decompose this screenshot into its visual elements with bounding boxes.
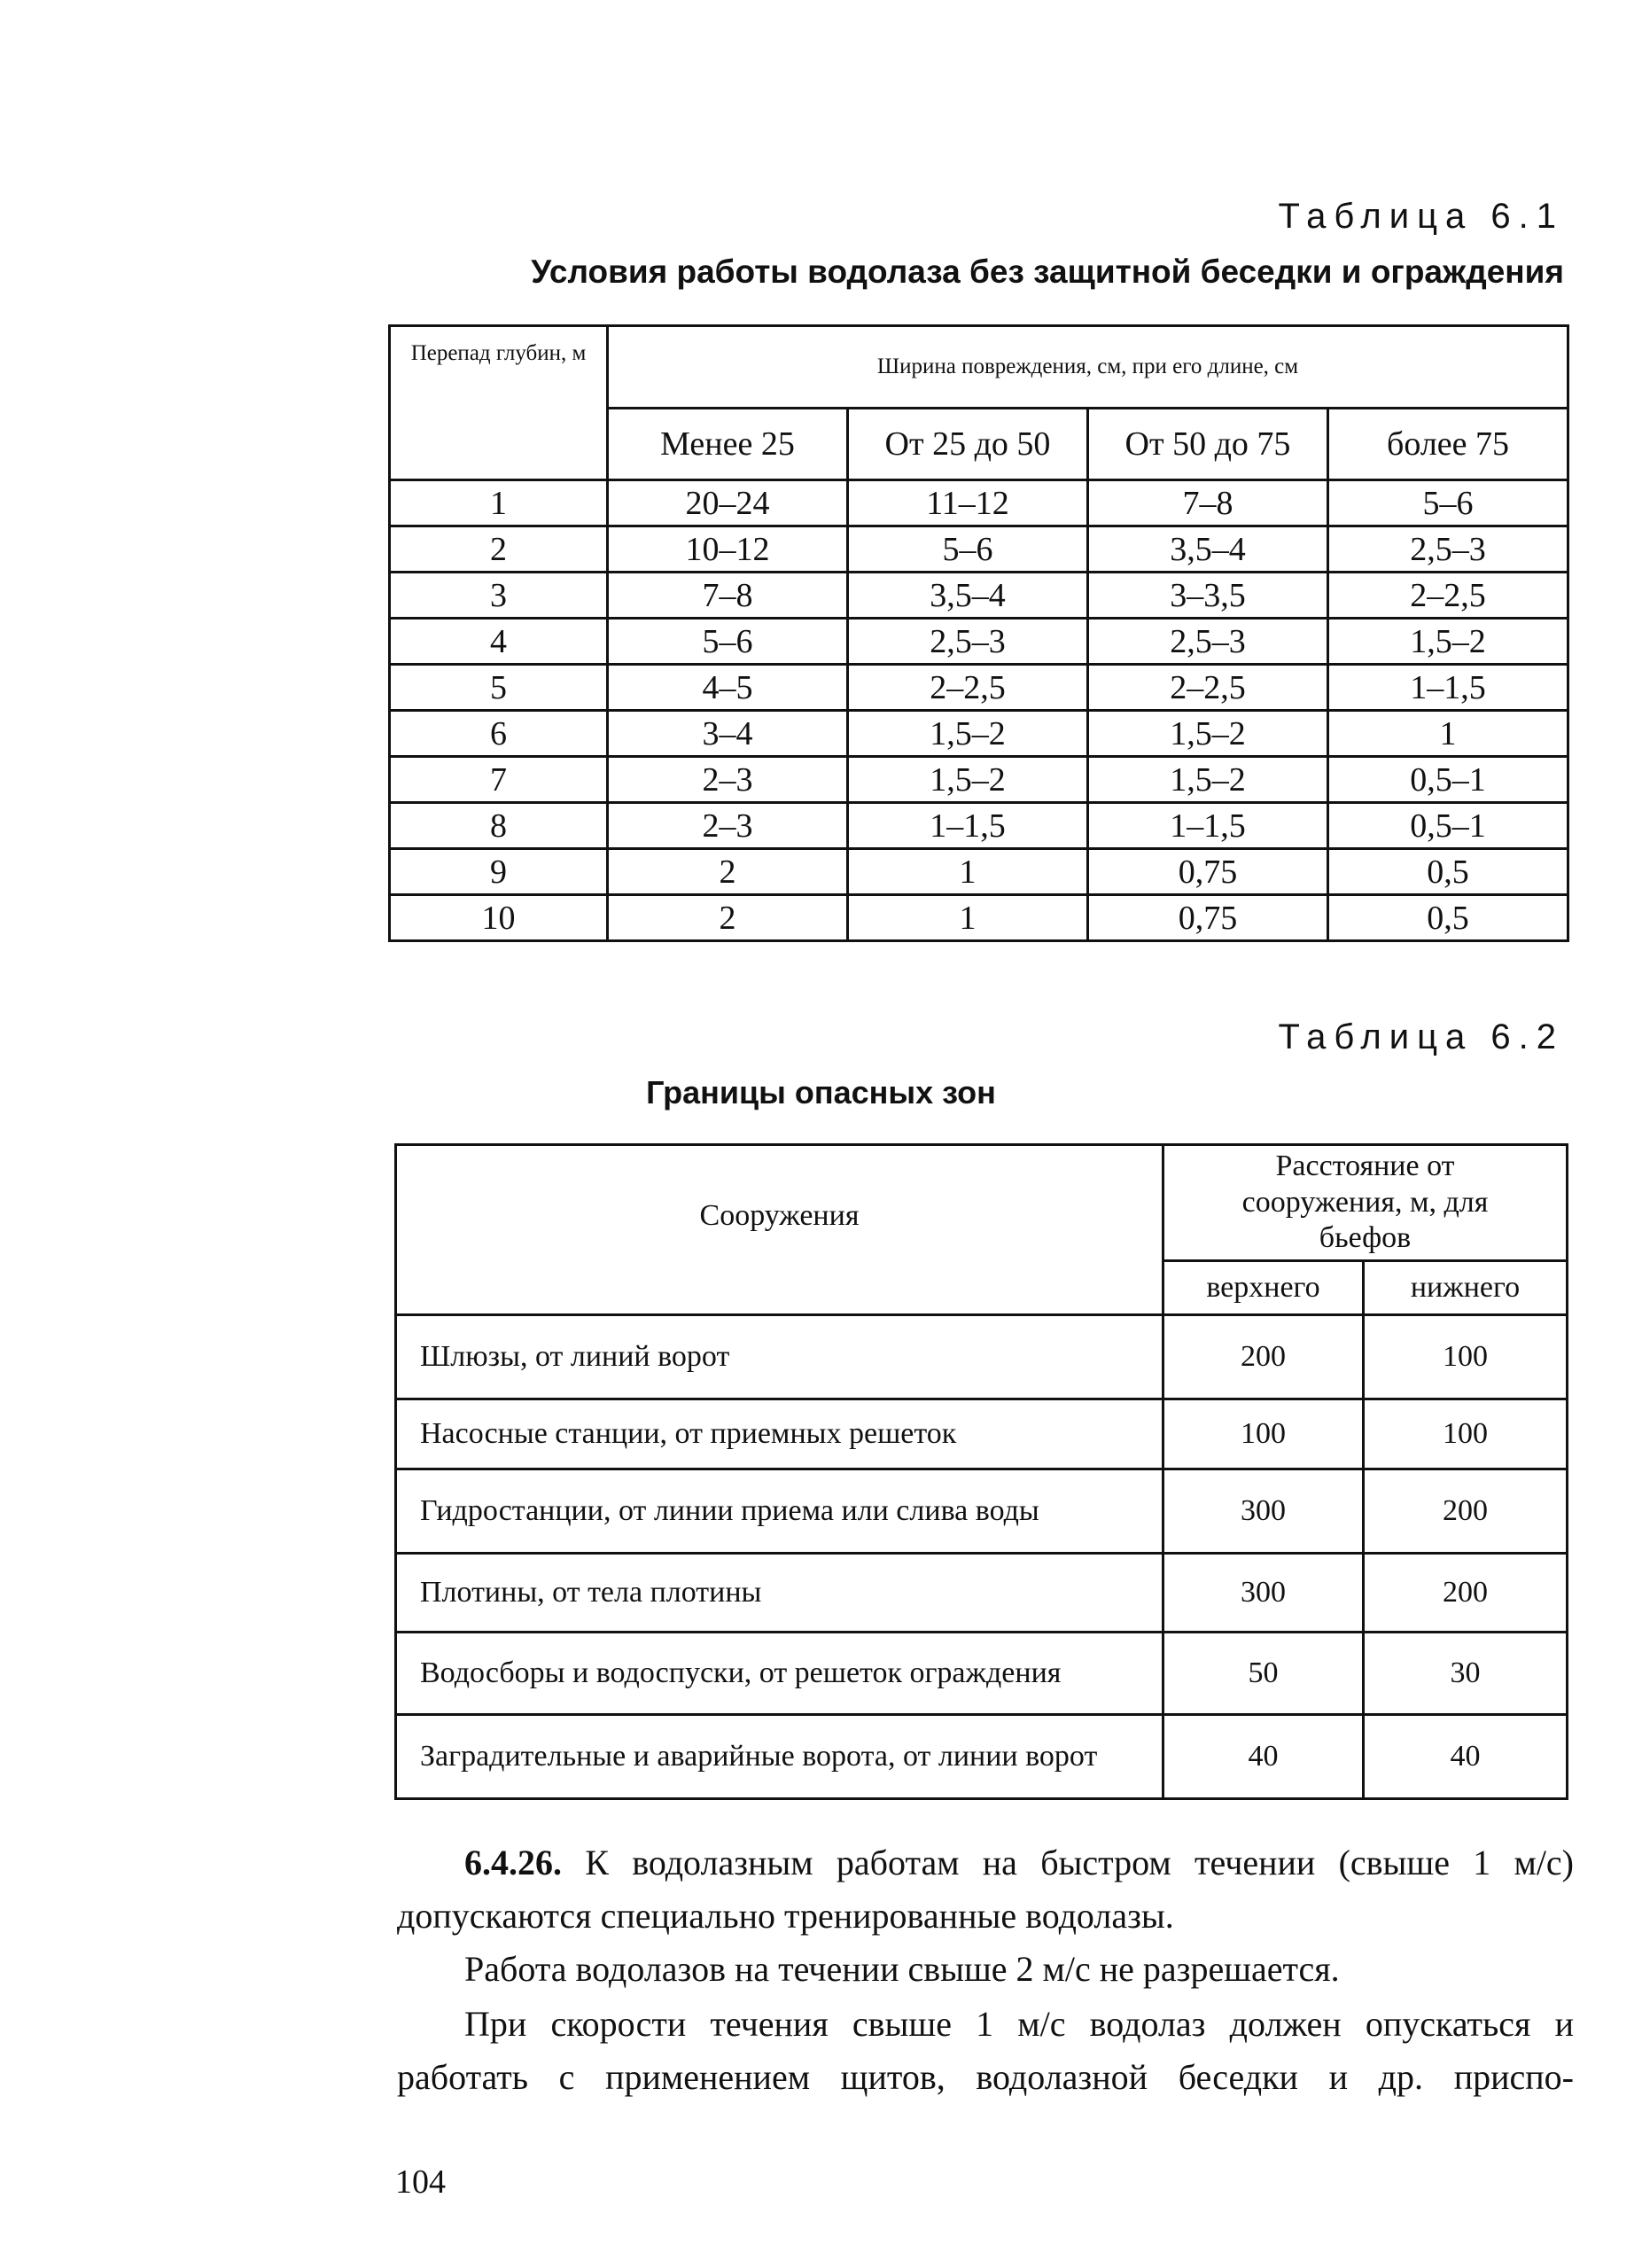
lower-distance: 40 (1364, 1715, 1568, 1799)
table-row (396, 1715, 1568, 1799)
table-row (390, 480, 1568, 526)
header-lower-pool: нижнего (1364, 1261, 1568, 1315)
header-length-col: Менее 25 (608, 409, 848, 480)
table-cell: 20–24 (608, 480, 848, 526)
table-cell: 4–5 (608, 665, 848, 711)
table-cell: 7–8 (608, 573, 848, 619)
table-row (390, 895, 1568, 941)
header-distance: Расстояние от сооружения, м, для бьефов (1163, 1145, 1568, 1261)
table-cell: 0,75 (1088, 895, 1328, 941)
table-6-2 (394, 1143, 1568, 1800)
table-cell: 5–6 (848, 526, 1088, 573)
upper-distance: 300 (1163, 1554, 1364, 1633)
clause-number: 6.4.26. (464, 1843, 562, 1882)
lower-distance: 100 (1364, 1315, 1568, 1399)
table-cell: 10–12 (608, 526, 848, 573)
structure-name: Насосные станции, от приемных решеток (396, 1399, 1163, 1469)
table-cell: 2,5–3 (1088, 619, 1328, 665)
table-cell: 3,5–4 (848, 573, 1088, 619)
table-row (390, 803, 1568, 849)
paragraph-6-4-26-line-2: допускаются специально тренированные водолазы. (397, 1896, 1174, 1936)
header-length-col: От 50 до 75 (1088, 409, 1328, 480)
header-length-col: От 25 до 50 (848, 409, 1088, 480)
table-row (390, 526, 1568, 573)
table-row (396, 1633, 1568, 1715)
table-cell: 2 (390, 526, 608, 573)
upper-distance: 200 (1163, 1315, 1364, 1399)
table-cell: 2,5–3 (1328, 526, 1568, 573)
table-cell: 11–12 (848, 480, 1088, 526)
table-cell: 0,5–1 (1328, 757, 1568, 803)
table-cell: 3 (390, 573, 608, 619)
table-6-1-number: Таблица 6.1 (1278, 197, 1564, 236)
header-upper-pool: верхнего (1163, 1261, 1364, 1315)
lower-distance: 200 (1364, 1469, 1568, 1554)
table-6-2-title: Границы опасных зон (646, 1074, 996, 1111)
table-cell: 1,5–2 (1088, 711, 1328, 757)
table-cell: 2 (608, 895, 848, 941)
structure-name: Водосборы и водоспуски, от решеток ограждения (396, 1633, 1163, 1715)
table-cell: 7 (390, 757, 608, 803)
lower-distance: 200 (1364, 1554, 1568, 1633)
table-cell: 5 (390, 665, 608, 711)
table-cell: 4 (390, 619, 608, 665)
table-cell: 2–3 (608, 757, 848, 803)
paragraph-equipment-line-1: При скорости течения свыше 1 м/с водолаз должен опускаться и (464, 2004, 1574, 2044)
table-cell: 1,5–2 (1088, 757, 1328, 803)
table-cell: 2,5–3 (848, 619, 1088, 665)
table-row (390, 619, 1568, 665)
table-cell: 8 (390, 803, 608, 849)
paragraph-speed-limit: Работа водолазов на течении свыше 2 м/с не разрешается. (464, 1949, 1340, 1989)
table-cell: 2–2,5 (1088, 665, 1328, 711)
table-cell: 2 (608, 849, 848, 895)
table-cell: 1–1,5 (848, 803, 1088, 849)
table-row (390, 573, 1568, 619)
table-cell: 10 (390, 895, 608, 941)
table-cell: 2–2,5 (848, 665, 1088, 711)
table-cell: 1–1,5 (1088, 803, 1328, 849)
table-row (390, 665, 1568, 711)
table-6-1-title: Условия работы водолаза без защитной беседки и ограждения (531, 253, 1564, 290)
header-structures: Сооружения (396, 1145, 1163, 1315)
structure-name: Шлюзы, от линий ворот (396, 1315, 1163, 1399)
paragraph-equipment-line-2: работать с применением щитов, водолазной беседки и др. приспо- (397, 2057, 1574, 2097)
table-cell: 0,5 (1328, 849, 1568, 895)
upper-distance: 300 (1163, 1469, 1364, 1554)
table-header-row (390, 326, 1568, 409)
lower-distance: 30 (1364, 1633, 1568, 1715)
table-cell: 2–3 (608, 803, 848, 849)
table-cell: 6 (390, 711, 608, 757)
table-cell: 3,5–4 (1088, 526, 1328, 573)
table-row (390, 757, 1568, 803)
upper-distance: 50 (1163, 1633, 1364, 1715)
table-6-2-number: Таблица 6.2 (1278, 1017, 1564, 1056)
table-cell: 1,5–2 (848, 711, 1088, 757)
structure-name: Гидростанции, от линии приема или слива воды (396, 1469, 1163, 1554)
upper-distance: 100 (1163, 1399, 1364, 1469)
table-cell: 0,75 (1088, 849, 1328, 895)
structure-name: Плотины, от тела плотины (396, 1554, 1163, 1633)
paragraph-text: К водолазным работам на быстром течении (свыше 1 м/с) (585, 1843, 1575, 1882)
table-cell: 1 (848, 895, 1088, 941)
table-cell: 1 (1328, 711, 1568, 757)
table-cell: 9 (390, 849, 608, 895)
table-cell: 2–2,5 (1328, 573, 1568, 619)
table-cell: 5–6 (1328, 480, 1568, 526)
table-cell: 1 (390, 480, 608, 526)
table-cell: 3–4 (608, 711, 848, 757)
table-row (396, 1554, 1568, 1633)
table-cell: 7–8 (1088, 480, 1328, 526)
table-row (396, 1399, 1568, 1469)
table-row (390, 849, 1568, 895)
table-row (396, 1315, 1568, 1399)
table-cell: 3–3,5 (1088, 573, 1328, 619)
paragraph-6-4-26-line-1 (397, 1836, 1574, 1890)
lower-distance: 100 (1364, 1399, 1568, 1469)
table-cell: 5–6 (608, 619, 848, 665)
header-width: Ширина повреждения, см, при его длине, см (608, 326, 1568, 409)
structure-name: Заградительные и аварийные ворота, от линии ворот (396, 1715, 1163, 1799)
header-depth: Перепад глубин, м (390, 326, 608, 480)
table-cell: 1,5–2 (848, 757, 1088, 803)
table-cell: 1 (848, 849, 1088, 895)
page-number: 104 (395, 2163, 446, 2201)
table-cell: 0,5 (1328, 895, 1568, 941)
table-row (390, 711, 1568, 757)
table-cell: 1,5–2 (1328, 619, 1568, 665)
upper-distance: 40 (1163, 1715, 1364, 1799)
table-header-row (396, 1145, 1568, 1261)
table-cell: 0,5–1 (1328, 803, 1568, 849)
table-cell: 1–1,5 (1328, 665, 1568, 711)
header-length-col: более 75 (1328, 409, 1568, 480)
table-row (396, 1469, 1568, 1554)
table-6-1 (388, 324, 1569, 942)
